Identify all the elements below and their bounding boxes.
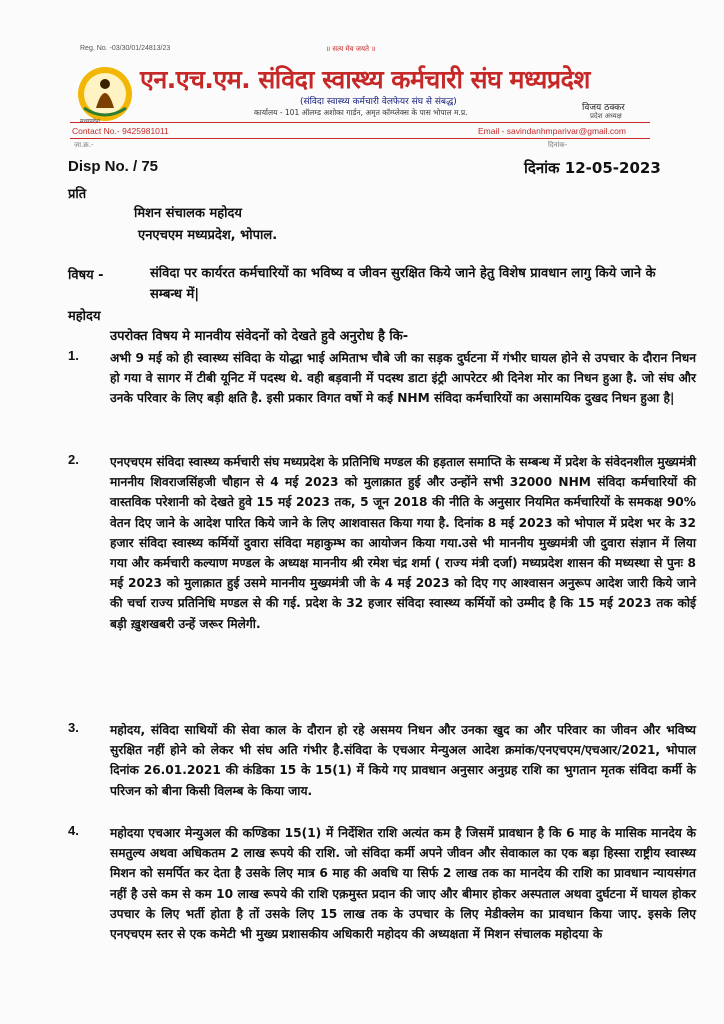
- reference-date-label: दिनांक-: [548, 141, 568, 149]
- salutation: महोदय: [68, 309, 101, 324]
- motto: ॥ सत्य मेव जयते ॥: [326, 45, 376, 53]
- email-address: Email - savindanhmparivar@gmail.com: [478, 126, 626, 136]
- letter-date: दिनांक 12-05-2023: [524, 159, 661, 177]
- item-number: 2.: [68, 452, 79, 467]
- to-label: प्रति: [68, 187, 87, 202]
- item-text: महोदया एचआर मेन्युअल की कण्डिका 15(1) में निर्देशित राशि अत्यंत कम है जिसमें प्रावधान है कि 6 माह के मासिक मानदेय के समतुल्य अथवा अधिकतम 2 लाख रूपये की राशि. जो संविदा कर्मी अपने जीवन और सेवाकाल का एक बड़ा हिस्सा राष्ट्रीय स्वास्थ्य मिशन को समर्पित कर देता है उसके लिए मात्र 6 माह की अवधि या सिर्फ 2 लाख तक का मानदेय की राशि का प्रावधान न्यायसंगत नहीं है उसे कम से कम 10 लाख रूपये की राशि एक़मुस्त प्रदान की जाए और बीमार होकर अस्पताल अथवा दुर्घटना में घायल होकर उपचार के लिए भर्ती होता है तों उसके लिए 15 लाख तक के उपचार के लिए मेडीक्लेम का प्रावधान किया जाए. इसके लिए एनएचएम स्तर से एक कमेटी भी मुख्य प्रशासकीय अधिकारी महोदय की अध्यक्षता में मिशन संचालक महोदया के: [110, 826, 696, 942]
- contact-number: Contact No.- 9425981011: [72, 126, 169, 136]
- signatory-name: विजय ठक्कर: [582, 103, 625, 113]
- dispatch-number: Disp No. / 75: [68, 158, 159, 175]
- item-number: 3.: [68, 720, 79, 735]
- office-address: कार्यालय - 101 ऑलम्ड अशोका गार्डन, अमृत कॉम्प्लेक्स के पास भोपाल म.प्र.: [254, 108, 468, 117]
- item-text: एनएचएम संविदा स्वास्थ्य कर्मचारी संघ मध्यप्रदेश के प्रतिनिधि मण्डल की हड़ताल समाप्ति के सम्बन्ध में प्रदेश के संवेदनशील मुख्यमंत्री माननीय शिवराजसिंहजी चौहान से 4 मई 2023 को मुलाक़ात हुई और उन्होंने सभी 32000 NHM संविदा कर्मचारियों की वास्तविक परेशानी को देखते हुवे 15 मई 2023 तक, 5 जून 2018 की नीति के अनुसार नियमित कर्मचारियों के समकक्ष 90% वेतन दिए जाने के आदेश पारित किये जाने के लिए आशवासत किया गया है. दिनांक 8 मई 2023 को भोपाल में प्रदेश भर के 32 हजार संविदा स्वास्थ्य कर्मियों दुवारा संविदा महाकुम्भ का आयोजन किया गया.उसे भी माननीय मुख्यमंत्री जी दुवारा संज्ञान में लिया गया और कर्मचारी कल्याण मण्डल के अध्यक्ष माननीय श्री रमेश चंद्र शर्मा ( राज्य मंत्री दर्जा) मध्यप्रदेश शासन की मध्यस्था से पुनः 8 मई 2023 को मुलाक़ात हुई उसमे माननीय मुख्यमंत्री जी के 4 मई 2023 को दिए गए आश्वासन अनुरूप आदेश जारी किये जाने की चर्चा राज्य प्रतिनिधि मण्डल से की गई. प्रदेश के 32 हजार संविदा स्वास्थ्य कर्मियों को उम्मीद है कि 15 मई 2023 तक कोई बड़ी ख़ुशखबरी उन्हें जरूर मिलेगी.: [110, 455, 696, 631]
- item-number: 4.: [68, 823, 79, 838]
- subject-text: संविदा पर कार्यरत कर्मचारियों का भविष्य व जीवन सुरक्षित किये जाने हेतु विशेष प्रावधान लागु किये जाने के सम्बन्ध में|: [150, 266, 656, 302]
- item-number: 1.: [68, 348, 79, 363]
- signatory-role: प्रदेश अध्यक्ष: [590, 112, 622, 120]
- item-text: महोदय, संविदा साथियों की सेवा काल के दौरान हो रहे असमय निधन और उनका खुद का और परिवार का जीवन और भविष्य सुरक्षित नहीं होने को लेकर भी संघ अति गंभीर है.संविदा के एचआर मेन्युअल आदेश क्रमांक/एनएचएम/एचआर/2021, भोपाल दिनांक 26.01.2021 की कंडिका 15 के 15(1) में किये गए प्रावधान अनुसार अनुग्रह राशि का भुगतान मृतक संविदा कर्मी के परिजन को बीना किसी विलम्ब के किया जाय.: [110, 723, 696, 798]
- recipient-line-2: एनएचएम मध्यप्रदेश, भोपाल.: [138, 228, 278, 243]
- organization-title: एन.एच.एम. संविदा स्वास्थ्य कर्मचारी संघ मध्यप्रदेश: [140, 65, 590, 94]
- intro-line: उपरोक्त विषय मे मानवीय संवेदनों को देखते हुवे अनुरोध है कि-: [110, 329, 409, 344]
- registration-number: Reg. No. -03/30/01/24813/23: [80, 45, 171, 52]
- subject-label: विषय -: [68, 268, 104, 283]
- organization-subtitle: (संविदा स्वास्थ्य कर्मचारी वेलफेयर संघ से संबद्ध): [300, 97, 457, 107]
- recipient-line-1: मिशन संचालक महोदय: [134, 206, 242, 221]
- contact-divider: [70, 138, 650, 139]
- logo-caption: [80, 117, 100, 125]
- header-divider: [70, 122, 650, 123]
- reference-number-label: जा.क्र.-: [74, 141, 94, 149]
- item-text: अभी 9 मई को ही स्वास्थ्य संविदा के योद्धा भाई अमिताभ चौबे जी का सड़क दुर्घटना में गंभीर घायल होने से उपचार के दौरान निधन हो गया वे सागर में टीबी यूनिट में पदस्थ थे. वही बड़वानी में पदस्थ डाटा इंट्री आपरेटर श्री दिनेश मोर का निधन हुआ है. जो संघ और उनके परिवार के लिए बड़ी क्षति है. इसी प्रकार विगत वर्षो मे कई NHM संविदा कर्मचारियों का असामयिक दुखद निधन हुआ है|: [110, 351, 696, 406]
